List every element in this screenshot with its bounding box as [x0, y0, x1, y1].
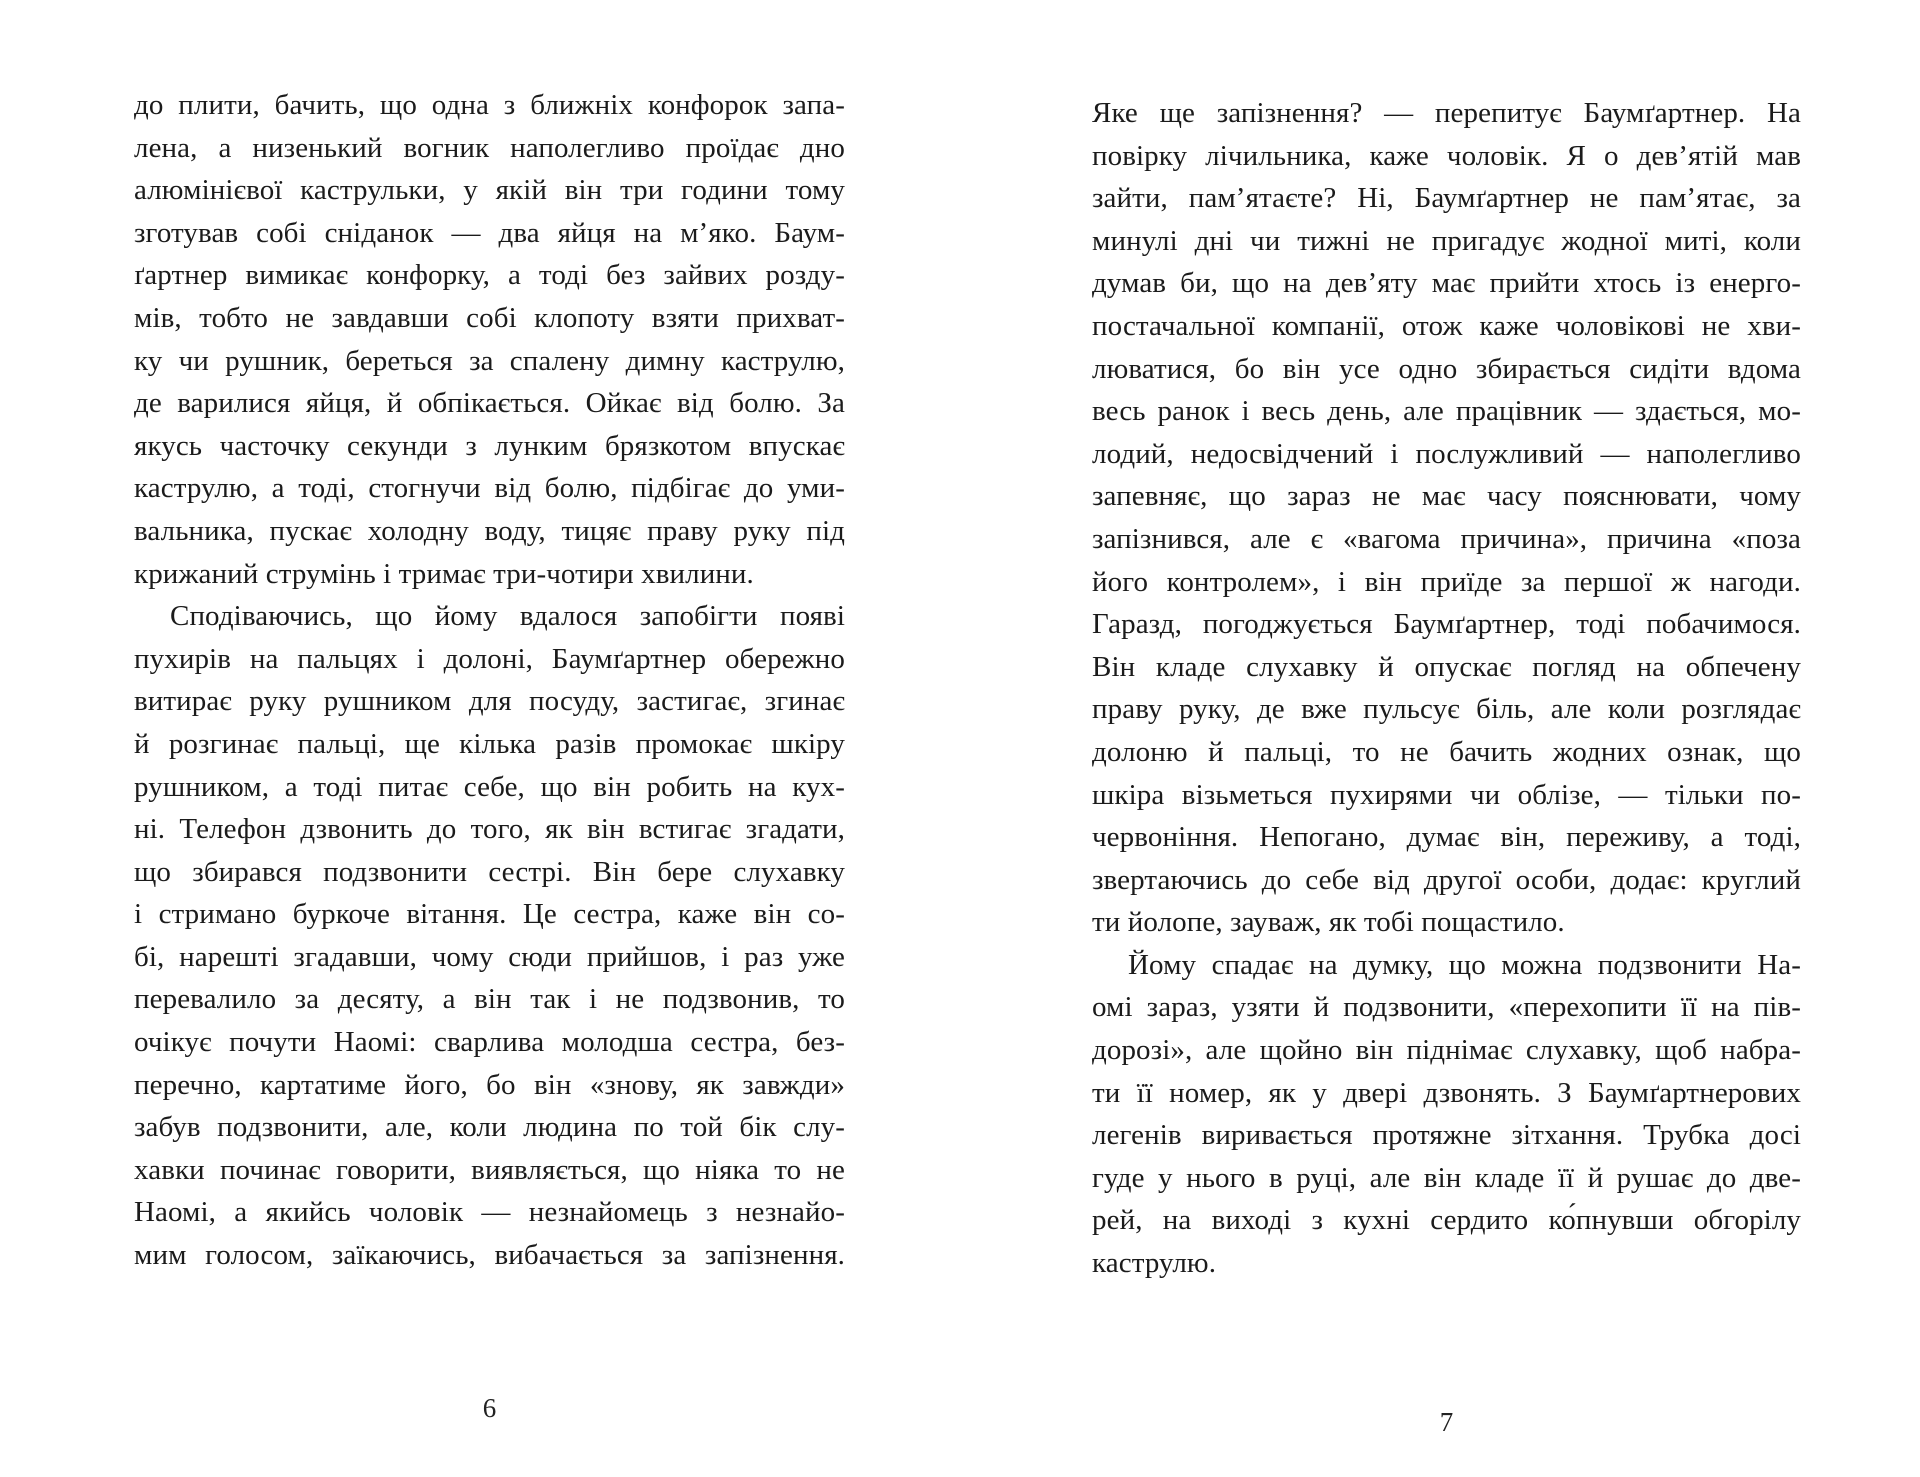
text-line: вальника, пускає холодну воду, тицяє праву руку під [134, 514, 845, 547]
text-line: і стримано буркоче вітання. Це сестра, каже він со- [134, 898, 845, 931]
text-line: шкіра візьметься пухирями чи облізе, — тільки по- [1092, 778, 1801, 811]
text-line: рей, на виході з кухні сердито ко́пнувши обгорілу [1092, 1204, 1801, 1237]
text-line: думав би, що на дев’яту має прийти хтось із енерго- [1092, 267, 1801, 300]
text-line: забув подзвонити, але, коли людина по той бік слу- [134, 1111, 845, 1144]
text-line: гуде у нього в руці, але він кладе її й рушає до две- [1092, 1161, 1801, 1194]
page-number-right: 7 [1439, 1407, 1454, 1437]
text-line: звертаючись до себе від другої особи, додає: круглий [1092, 863, 1801, 896]
text-line: ні. Телефон дзвонить до того, як він встигає згадати, [134, 813, 845, 846]
text-line: зготував собі сніданок — два яйця на м’яко. Баум- [134, 216, 845, 249]
text-line: Сподіваючись, що йому вдалося запобігти появі [170, 600, 845, 633]
text-line: де варилися яйця, й обпікається. Ойкає від болю. За [134, 387, 845, 420]
page-7-text-block [1092, 92, 1801, 1285]
page-number-left: 6 [482, 1393, 497, 1423]
text-line: ґартнер вимикає конфорку, а тоді без зайвих розду- [134, 259, 845, 292]
text-line: очікує почути Наомі: сварлива молодша сестра, без- [134, 1026, 845, 1059]
text-line: лена, а низенький вогник наполегливо проїдає дно [134, 131, 845, 164]
text-line: Яке ще запізнення? — перепитує Баумґартнер. На [1092, 97, 1801, 129]
text-line: до плити, бачить, що одна з ближніх конфорок запа- [134, 89, 845, 121]
text-line: омі зараз, узяти й подзвонити, «перехопити її на пів- [1092, 991, 1801, 1024]
text-line: рушником, а тоді питає себе, що він робить на кух- [134, 770, 845, 803]
text-line: крижаний струмінь і тримає три-чотири хвилини. [134, 557, 754, 590]
text-line: праву руку, де вже пульсує біль, але коли розглядає [1092, 693, 1801, 726]
text-line: запізнився, але є «вагома причина», причина «поза [1092, 522, 1801, 555]
text-line: хавки починає говорити, виявляється, що ніяка то не [134, 1153, 845, 1186]
text-line: алюмінієвої каструльки, у якій він три години тому [134, 174, 845, 207]
text-line: минулі дні чи тижні не пригадує жодної миті, коли [1092, 224, 1801, 257]
text-line: пухирів на пальцях і долоні, Баумґартнер обережно [134, 642, 845, 675]
text-line: й розгинає пальці, ще кілька разів промокає шкіру [134, 727, 845, 760]
text-line: бі, нарешті згадавши, чому сюди прийшов, і раз уже [134, 940, 845, 973]
page-6-text-block [134, 84, 845, 1277]
text-line: перечно, картатиме його, бо він «знову, як завжди» [134, 1068, 845, 1101]
text-line: повірку лічильника, каже чоловік. Я о дев’ятій мав [1092, 139, 1801, 172]
text-line: постачальної компанії, отож каже чоловікові не хви- [1092, 309, 1801, 342]
text-line: каструлю, а тоді, стогнучи від болю, підбігає до уми- [134, 472, 845, 505]
text-line: мим голосом, заїкаючись, вибачається за запізнення. [134, 1239, 845, 1272]
text-line: долоню й пальці, то не бачить жодних ознак, що [1092, 735, 1801, 768]
text-line: Наомі, а якийсь чоловік — незнайомець з незнайо- [134, 1196, 845, 1229]
text-line: ку чи рушник, береться за спалену димну каструлю, [134, 344, 845, 377]
text-line: легенів виривається протяжне зітхання. Трубка досі [1092, 1119, 1801, 1152]
text-line: люватися, бо він усе одно збирається сидіти вдома [1092, 352, 1801, 385]
text-line: зайти, пам’ятаєте? Ні, Баумґартнер не пам’ятає, за [1092, 182, 1801, 215]
text-line: Гаразд, погоджується Баумґартнер, тоді побачимося. [1092, 608, 1801, 641]
text-line: дорозі», але щойно він піднімає слухавку, щоб набра- [1092, 1034, 1801, 1067]
text-line: що збирався подзвонити сестрі. Він бере слухавку [134, 855, 845, 888]
text-line: весь ранок і весь день, але працівник — здається, мо- [1092, 395, 1801, 428]
text-line: запевняє, що зараз не має часу пояснювати, чому [1092, 480, 1801, 513]
text-line: лодий, недосвідчений і послужливий — наполегливо [1092, 437, 1801, 470]
text-line: ти йолопе, зауваж, як тобі пощастило. [1092, 906, 1565, 939]
text-line: витирає руку рушником для посуду, застигає, згинає [134, 685, 845, 718]
text-line: червоніння. Непогано, думає він, переживу, а тоді, [1092, 821, 1801, 854]
text-line: каструлю. [1092, 1247, 1217, 1280]
text-line: мів, тобто не завдавши собі клопоту взяти прихват- [134, 301, 845, 334]
text-line: ти її номер, як у двері дзвонять. З Баумґартнерових [1092, 1076, 1801, 1109]
text-line: Йому спадає на думку, що можна подзвонити На- [1128, 948, 1801, 981]
text-line: Він кладе слухавку й опускає погляд на обпечену [1092, 650, 1801, 683]
text-line: якусь часточку секунди з лунким брязкотом впускає [134, 429, 845, 462]
text-line: перевалило за десяту, а він так і не подзвонив, то [134, 983, 845, 1016]
text-line: його контролем», і він приїде за першої ж нагоди. [1092, 565, 1801, 598]
